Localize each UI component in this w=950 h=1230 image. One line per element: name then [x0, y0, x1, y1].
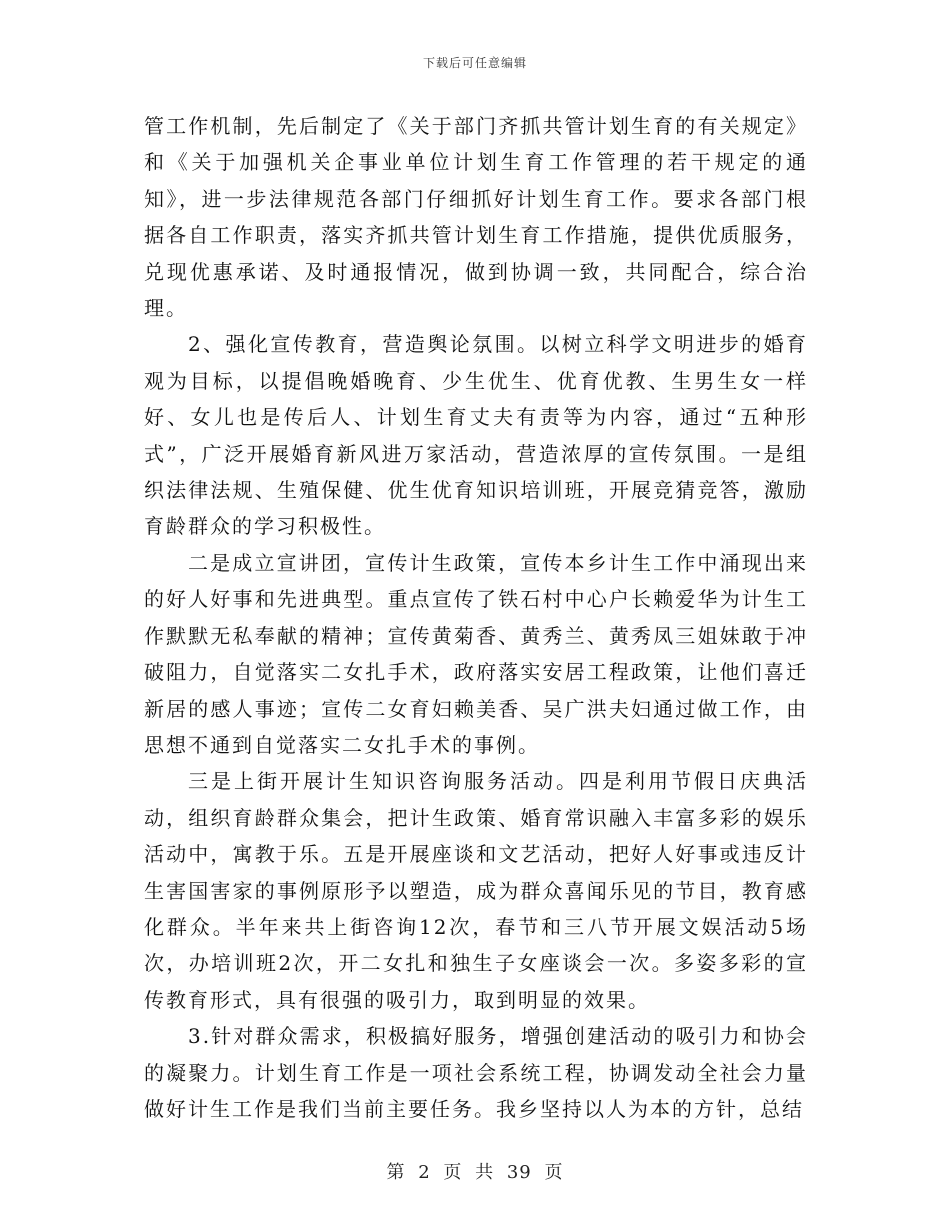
paragraph-1: 管工作机制，先后制定了《关于部门齐抓共管计划生育的有关规定》和《关于加强机关企事业单位计划生育工作管理的若干规定的通知》，进一步法律规范各部门仔细抓好计划生育工作。要求各部门根据各自工作职责，落实齐抓共管计划生育工作措施，提供优质服务，兑现优惠承诺、及时通报情况，做到协调一致，共同配合，综合治理。 — [144, 114, 808, 321]
document-body — [144, 108, 808, 1127]
paragraph-2: 2、强化宣传教育，营造舆论氛围。以树立科学文明进步的婚育观为目标，以提倡晚婚晚育、少生优生、优育优教、生男生女一样好、女儿也是传后人、计划生育丈夫有责等为内容，通过“五种形式”，广泛开展婚育新风进万家活动，营造浓厚的宣传氛围。一是组织法律法规、生殖保健、优生优育知识培训班，开展竞猜竞答，激励育龄群众的学习积极性。 — [144, 332, 808, 539]
paragraph-5: 3.针对群众需求，积极搞好服务，增强创建活动的吸引力和协会的凝聚力。计划生育工作是一项社会系统工程，协调发动全社会力量做好计生工作是我们当前主要任务。我乡坚持以人为本的方针，总结 — [144, 1024, 808, 1121]
paragraph-3: 二是成立宣讲团，宣传计生政策，宣传本乡计生工作中涌现出来的好人好事和先进典型。重点宣传了铁石村中心户长赖爱华为计生工作默默无私奉献的精神；宣传黄菊香、黄秀兰、黄秀凤三姐妹敢于冲破阻力，自觉落实二女扎手术，政府落实安居工程政策，让他们喜迁新居的感人事迹；宣传二女育妇赖美香、吴广洪夫妇通过做工作，由思想不通到自觉落实二女扎手术的事例。 — [144, 550, 808, 757]
paragraph-4: 三是上街开展计生知识咨询服务活动。四是利用节假日庆典活动，组织育龄群众集会，把计生政策、婚育常识融入丰富多彩的娱乐活动中，寓教于乐。五是开展座谈和文艺活动，把好人好事或违反计生害国害家的事例原形予以塑造，成为群众喜闻乐见的节目，教育感化群众。半年来共上街咨询12次，春节和三八节开展文娱活动5场次，办培训班2次，开二女扎和独生子女座谈会一次。多姿多彩的宣传教育形式，具有很强的吸引力，取到明显的效果。 — [144, 769, 808, 1012]
page-header: 下载后可任意编辑 — [422, 56, 527, 70]
page-footer: 第 2 页 共 39 页 — [386, 1162, 564, 1183]
